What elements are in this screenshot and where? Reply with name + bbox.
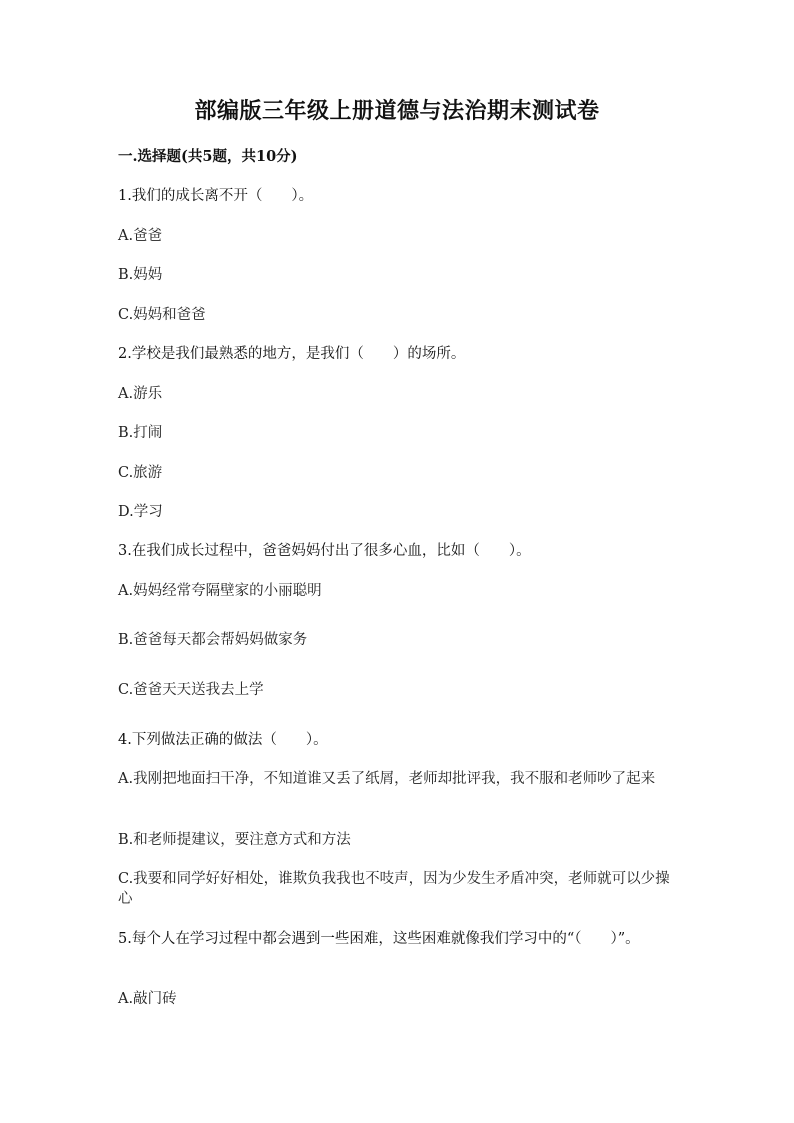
question-2-option-a: A.游乐 [118, 386, 163, 402]
question-3-option-a: A.妈妈经常夸隔壁家的小丽聪明 [118, 583, 322, 599]
question-4-option-b: B.和老师提建议，要注意方式和方法 [118, 832, 351, 848]
question-3: 3.在我们成长过程中，爸爸妈妈付出了很多心血，比如（ ）。 [118, 543, 531, 559]
section-heading: 一.选择题(共5题，共10分) [118, 148, 298, 165]
question-1: 1.我们的成长离不开（ ）。 [118, 188, 314, 204]
question-1-option-c: C.妈妈和爸爸 [118, 307, 206, 323]
question-2-option-b: B.打闹 [118, 425, 163, 441]
page-title: 部编版三年级上册道德与法治期末测试卷 [194, 98, 600, 124]
question-2-option-d: D.学习 [118, 504, 163, 520]
question-4: 4.下列做法正确的做法（ ）。 [118, 732, 328, 748]
question-4-option-a: A.我刚把地面扫干净，不知道谁又丢了纸屑，老师却批评我，我不服和老师吵了起来 [118, 771, 656, 787]
question-1-option-b: B.妈妈 [118, 267, 163, 283]
question-4-option-c: C.我要和同学好好相处，谁欺负我我也不吱声，因为少发生矛盾冲突，老师就可以少操心 [118, 871, 670, 907]
question-2: 2.学校是我们最熟悉的地方，是我们（ ）的场所。 [118, 346, 466, 362]
question-5: 5.每个人在学习过程中都会遇到一些困难，这些困难就像我们学习中的“（ ）”。 [118, 931, 640, 947]
question-3-option-c: C.爸爸天天送我去上学 [118, 682, 264, 698]
question-2-option-c: C.旅游 [118, 465, 163, 481]
question-3-option-b: B.爸爸每天都会帮妈妈做家务 [118, 632, 308, 648]
question-1-option-a: A.爸爸 [118, 228, 163, 244]
question-5-option-a: A.敲门砖 [118, 991, 177, 1007]
